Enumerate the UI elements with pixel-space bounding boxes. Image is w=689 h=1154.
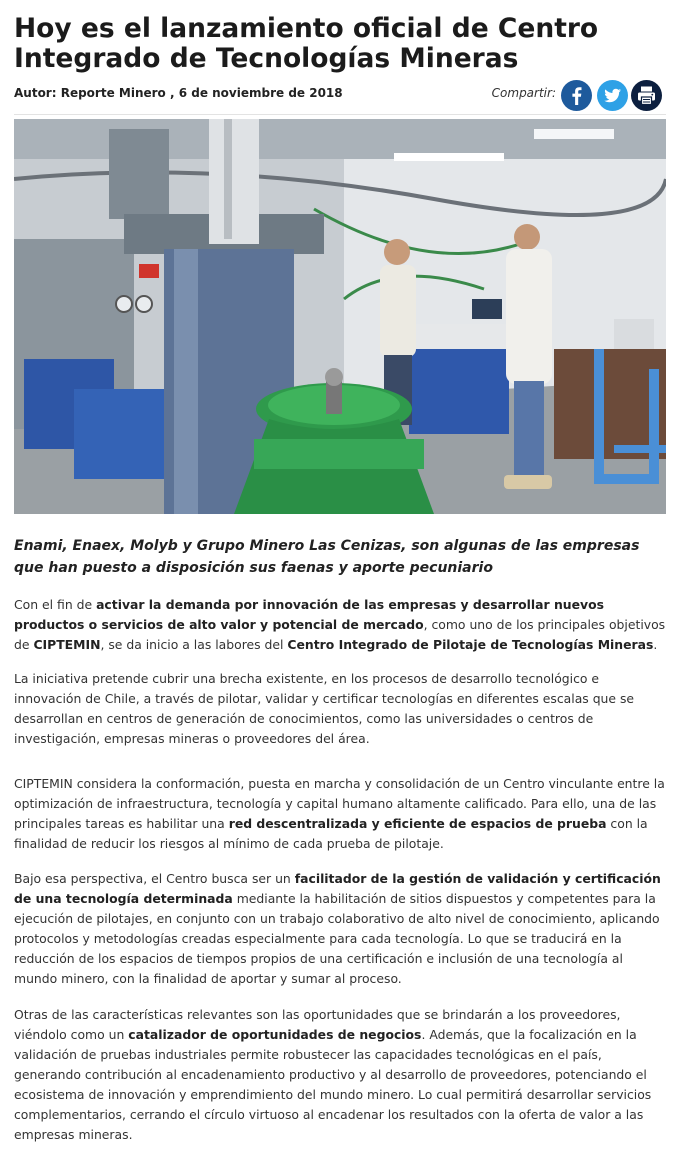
article-paragraph-4: Bajo esa perspectiva, el Centro busca ser un facilitador de la gestión de validación y certificación de una tecnología determinada mediante la habilitación de sitios dispuestos y competentes para la ejecución de pilotajes, en conjunto con un trabajo colaborativo de alto nivel de conocimiento, aplicando protocolos y metodologías creadas especialmente para cada tecnología. Lo que se traducirá en la reducción de los espacios de tiempos propios de una certificación e inclusión de una tecnología al mundo minero, con la finalidad de aportar y sumar al proceso.	[14, 871, 661, 986]
article-paragraph-2: La iniciativa pretende cubrir una brecha existente, en los procesos de desarrollo tecnológico e innovación de Chile, a través de pilotar, validar y certificar tecnologías en diferentes escalas que se desarrollan en centros de generación de conocimientos, como las universidades o centros de investigación, empresas mineras o proveedores del área.	[14, 671, 635, 746]
twitter-icon	[597, 80, 628, 111]
author-line: Autor: Reporte Minero , 6 de noviembre de 2018	[14, 86, 343, 100]
print-icon	[631, 80, 662, 111]
article-meta-bar	[14, 80, 666, 115]
article-hero-photo	[14, 119, 666, 514]
laboratory-photo	[14, 119, 666, 514]
share-label: Compartir:	[491, 86, 556, 100]
facebook-icon	[561, 80, 592, 111]
article-lead: Enami, Enaex, Molyb y Grupo Minero Las Cenizas, son algunas de las empresas que han puesto a disposición sus faenas y aporte pecuniario	[14, 538, 640, 576]
facebook-share-button[interactable]	[561, 80, 592, 111]
article-title: Hoy es el lanzamiento oficial de Centro Integrado de Tecnologías Mineras	[14, 13, 599, 74]
print-button[interactable]	[631, 80, 662, 111]
twitter-share-button[interactable]	[597, 80, 628, 111]
article-paragraph-3: CIPTEMIN considera la conformación, puesta en marcha y consolidación de un Centro vinculante entre la optimización de infraestructura, tecnología y capital humano altamente calificado. Para ello, una de las principales tareas es habilitar una red descentralizada y eficiente de espacios de prueba con la finalidad de reducir los riesgos al mínimo de cada prueba de pilotaje.	[14, 776, 665, 851]
article-paragraph-1: Con el fin de activar la demanda por innovación de las empresas y desarrollar nuevos productos o servicios de alto valor y potencial de mercado, como uno de los principales objetivos de CIPTEMIN, se da inicio a las labores del Centro Integrado de Pilotaje de Tecnologías Mineras.	[14, 597, 666, 652]
article-paragraph-5: Otras de las características relevantes son las oportunidades que se brindarán a los proveedores, viéndolo como un catalizador de oportunidades de negocios. Además, que la focalización en la validación de pruebas industriales permite robustecer las capacidades tecnológicas en el país, generando contribución al encadenamiento productivo y al desarrollo de proveedores, potenciando el ecosistema de innovación y emprendimiento del mundo minero. Lo cual permitirá desarrollar servicios complementarios, cerrando el círculo virtuoso al encadenar los resultados con la oferta de valor a las empresas mineras.	[14, 1007, 652, 1142]
